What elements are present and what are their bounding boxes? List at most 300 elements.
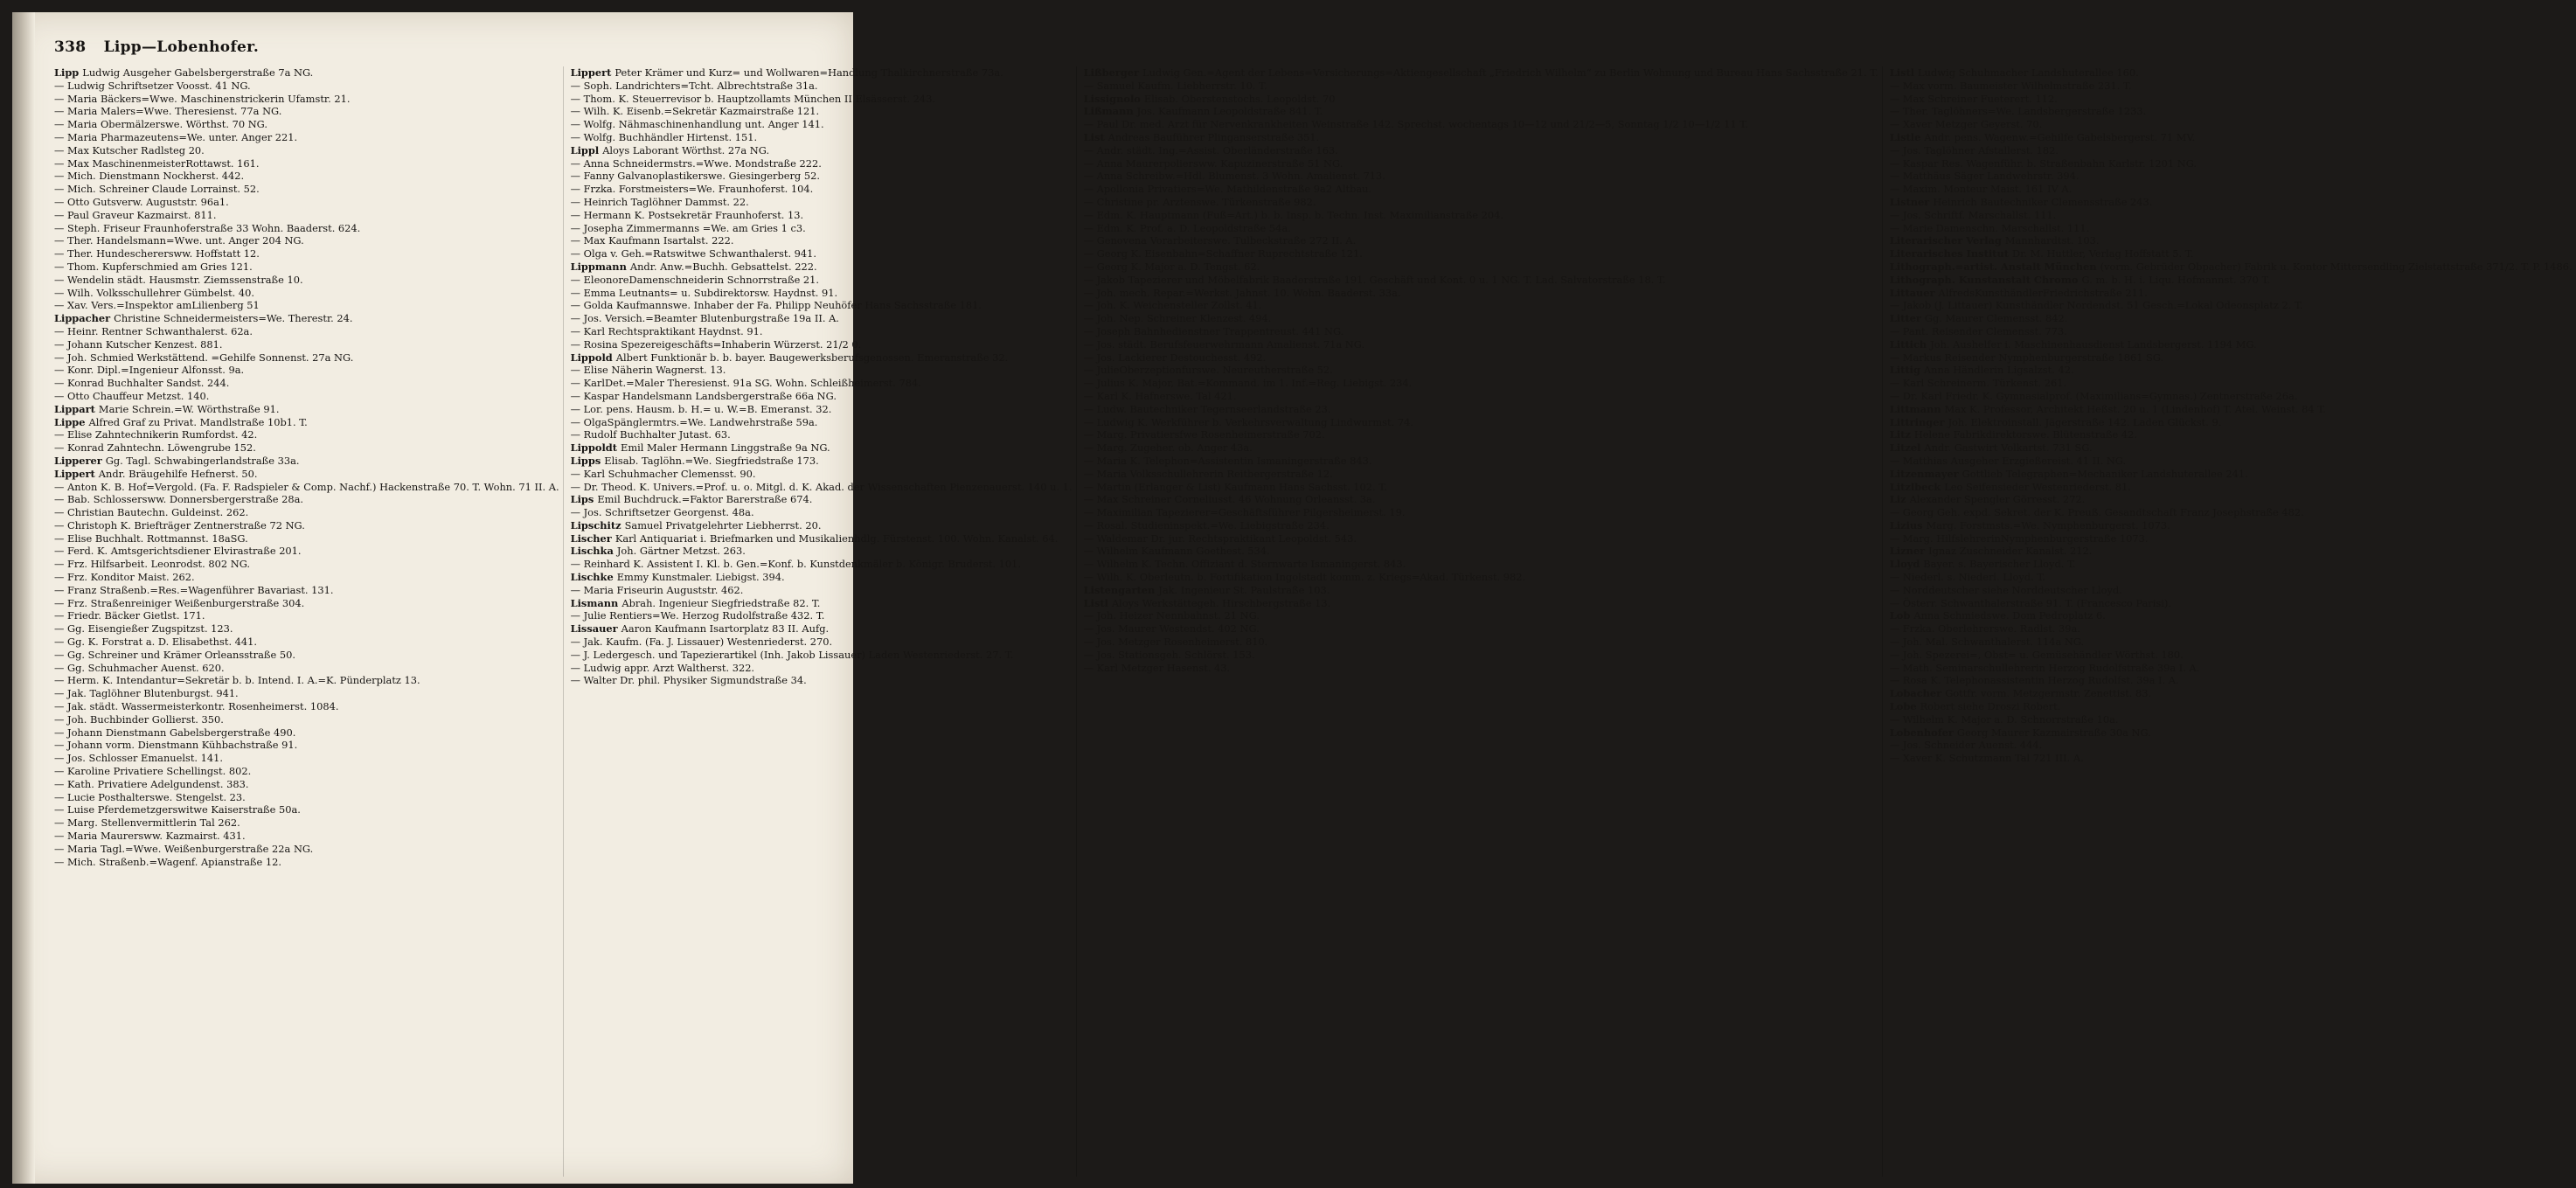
- entry-text: Jak. Ingenieur St. Paulstraße 103.: [1158, 583, 1330, 596]
- directory-entry: [1084, 247, 1878, 261]
- entry-surname: Lissauer: [570, 622, 618, 636]
- directory-entry: [54, 532, 559, 545]
- directory-entry: [1084, 66, 1878, 80]
- directory-entry: [571, 662, 1073, 675]
- entry-text: Mannhardtst. 103.: [2004, 234, 2100, 247]
- directory-entry: [1084, 468, 1878, 481]
- entry-text: Andr. Gastwirt Volkartst. 731 SG.: [1924, 441, 2093, 455]
- entry-text: Gg. Maurer Clemensst. 842.: [1924, 312, 2068, 325]
- directory-entry: [571, 493, 1073, 506]
- directory-entry: [54, 468, 559, 481]
- entry-text: Emmy Kunstmaler. Liebigst. 394.: [616, 571, 785, 584]
- directory-entry: [1084, 377, 1878, 390]
- entry-text: — Frzka. Oberlehrerswe. Radlst. 39a.: [1889, 622, 2080, 636]
- directory-entry: [1084, 118, 1878, 131]
- entry-text: — Christoph K. Briefträger Zentnerstraße 72 NG.: [54, 518, 305, 531]
- entry-text: — Georg K. Eisenbahn=Schaffner Ruprechtstraße 121.: [1083, 247, 1363, 261]
- entry-text: — JulieOberzeptionfurswe. Neureutherstraße 52.: [1083, 364, 1333, 377]
- directory-entry: [1890, 571, 2573, 584]
- entry-text: Ludwig Schuhmacher Landshuterallee 160.: [1918, 66, 2139, 79]
- entry-text: — Jos. Schlosser Emanuelst. 141.: [54, 752, 224, 765]
- directory-entry: [571, 287, 1073, 300]
- entry-text: — Christian Bautechn. Guldeinst. 262.: [54, 506, 249, 519]
- entry-text: — Karl K. Hafnerswe. Tal 421.: [1083, 389, 1237, 402]
- directory-entry: [1084, 493, 1878, 506]
- directory-entry: [571, 247, 1073, 261]
- directory-entry: [571, 196, 1073, 209]
- directory-entry: [54, 351, 559, 365]
- entry-text: — Jos. Maurer Westendst. 402 NG.: [1083, 622, 1260, 636]
- directory-entry: [54, 274, 559, 287]
- entry-text: — Jos. Taglöhner Afstallerst. 182.: [1889, 143, 2059, 156]
- directory-entry: [54, 428, 559, 441]
- directory-entry: [571, 377, 1073, 390]
- entry-text: — Franz Straßenb.=Res.=Wagenführer Bavariast. 131.: [54, 583, 334, 596]
- entry-text: — Johann vorm. Dienstmann Kühbachstraße 91.: [54, 739, 298, 752]
- entry-text: — Ferd. K. Amtsgerichtsdiener Elvirastraße 201.: [54, 545, 302, 558]
- directory-entry: [54, 558, 559, 571]
- entry-text: — Georg K. Major a. D. Tengst. 62.: [1083, 260, 1260, 273]
- directory-entry: [1084, 571, 1878, 584]
- directory-entry: [1890, 299, 2573, 312]
- entry-surname: Lipperer: [54, 454, 102, 467]
- directory-entry: [571, 468, 1073, 481]
- directory-entry: [54, 609, 559, 622]
- directory-entry: [1890, 274, 2573, 287]
- entry-text: — Anna Schreibw.=Hdl. Blumenst. 3 Wohn. Amalienst. 713.: [1083, 170, 1385, 183]
- entry-text: Jos. Kaufmann Leopoldstraße 841. T.: [1136, 105, 1323, 118]
- entry-text: — Rosal. Studieninspekt.=We. Liebigstraße 234.: [1083, 518, 1330, 531]
- directory-entry: [1084, 170, 1878, 183]
- directory-entry: [54, 687, 559, 700]
- entry-surname: Lissignolo: [1083, 92, 1141, 105]
- directory-entry: [1084, 234, 1878, 247]
- directory-entry: [571, 390, 1073, 403]
- entry-surname: Lipps: [570, 454, 601, 467]
- entry-text: — Ludwig K. Werkführer b. Verkehrsverwaltung Lindwurmst. 74.: [1083, 415, 1413, 428]
- entry-text: — Wendelin städt. Hausmstr. Ziemssenstraße 10.: [54, 273, 303, 286]
- directory-entry: [54, 803, 559, 816]
- entry-text: — Paul Graveur Kazmairst. 811.: [54, 208, 217, 221]
- directory-entry: [1084, 403, 1878, 416]
- directory-entry: [54, 765, 559, 778]
- directory-entry: [1084, 609, 1878, 622]
- entry-text: — Olga v. Geh.=Ratswitwe Schwanthalerst. 941.: [570, 247, 817, 261]
- entry-text: — Otto Chauffeur Metzst. 140.: [54, 389, 210, 402]
- entry-surname: Lischka: [570, 545, 614, 558]
- entry-text: Marg. Forstmsts.=We. Nymphenburgerst. 1073.: [1926, 518, 2170, 531]
- directory-entry: [1890, 351, 2573, 365]
- entry-text: — Joh. Nep. Schreiner Klenzest. 494.: [1083, 312, 1272, 325]
- entry-text: — Georg Geh. expd. Sekret. der K. Preuß. Gesandtschaft Franz Josephstraße 482.: [1889, 506, 2304, 519]
- directory-entry: [54, 856, 559, 869]
- directory-entry: [1084, 428, 1878, 441]
- entry-text: — Maria Pharmazeutens=We. unter. Anger 221.: [54, 130, 298, 143]
- directory-entry: [1890, 234, 2573, 247]
- entry-text: Bayer. s. Bayerischer Lloyd. T.: [1923, 558, 2076, 571]
- directory-entry: [571, 455, 1073, 468]
- entry-text: — Walter Dr. phil. Physiker Sigmundstraße 34.: [570, 674, 807, 687]
- entry-text: — KarlDet.=Maler Theresienst. 91a SG. Wohn. Schleißheimerst. 784.: [570, 377, 921, 390]
- entry-text: — Rudolf Buchhalter Jutast. 63.: [570, 428, 731, 441]
- entry-text: — Jakob Tapezierer und Möbelfabrik Baaderstraße 191. Geschäft und Kont. 0 u. 1 NG. T. Lad. Salvatorstraße 18. T.: [1083, 273, 1666, 286]
- directory-entry: [1890, 493, 2573, 506]
- entry-text: — Karl Rechtspraktikant Haydnst. 91.: [570, 324, 763, 337]
- entry-text: — Samuel Kaufm. Liebherrstr. 10. T.: [1083, 79, 1267, 92]
- directory-entry: [1890, 428, 2573, 441]
- directory-entry: [1084, 649, 1878, 662]
- entry-text: — Gg. Eisengießer Zugspitzst. 123.: [54, 622, 233, 636]
- directory-entry: [1890, 636, 2573, 649]
- directory-entry: [571, 545, 1073, 558]
- entry-text: — Joh. Buchbinder Gollierst. 350.: [54, 712, 224, 726]
- entry-surname: Lippert: [54, 467, 95, 480]
- entry-surname: Litzenmayer: [1889, 467, 1959, 480]
- entry-text: Andr. pens. Wagenw.=Gehilfe Gabelsbergerst. 71 MV.: [1924, 130, 2196, 143]
- entry-text: — Wilhelm K. Major a. D. Schnorrstraße 10a.: [1889, 712, 2119, 726]
- entry-text: — Jos. Schneider Auenst. 444.: [1889, 739, 2043, 752]
- page-number: 338: [54, 38, 87, 56]
- entry-text: — Kaspar Res. Wagenführ. b. Straßenbahn Karlstr. 1201 NG.: [1889, 156, 2198, 170]
- directory-entry: [54, 662, 559, 675]
- directory-entry: [1084, 196, 1878, 209]
- entry-text: — Karl Schuhmacher Clemensst. 90.: [570, 467, 756, 480]
- entry-text: — Frz. Hilfsarbeit. Leonrodst. 802 NG.: [54, 558, 251, 571]
- entry-text: — Maria Obermälzerswe. Wörthst. 70 NG.: [54, 118, 267, 131]
- entry-surname: Lippacher: [54, 312, 111, 325]
- entry-text: — Karl Schreinerm. Türkenst. 261.: [1889, 377, 2067, 390]
- entry-text: Dr. M. Huttler, Verlag Hoffstatt 5. T.: [2012, 247, 2194, 261]
- directory-entry: [1890, 609, 2573, 622]
- directory-entry: [54, 622, 559, 636]
- directory-entry: [54, 455, 559, 468]
- entry-text: Marie Schrein.=W. Wörthstraße 91.: [98, 402, 280, 415]
- entry-text: — Maria Volksschullehrerin Reitbergerstraße 12.: [1083, 467, 1333, 480]
- entry-text: Joh. Elektroinstall. Jägerstraße 142. Laden Glückst. 9.: [1948, 415, 2222, 428]
- directory-column-3: [1084, 66, 1883, 1177]
- entry-text: Christine Schneidermeisters=We. Therestr. 24.: [114, 312, 353, 325]
- directory-entry: [1890, 131, 2573, 144]
- entry-surname: Lismann: [570, 596, 619, 609]
- entry-text: — Kaspar Handelsmann Landsbergerstraße 66a NG.: [570, 389, 837, 402]
- entry-text: — Emma Leutnants= u. Subdirektorsw. Haydnst. 91.: [570, 286, 838, 299]
- directory-entry: [54, 299, 559, 312]
- directory-entry: [1890, 674, 2573, 687]
- entry-surname: Lischke: [570, 571, 614, 584]
- directory-entry: [54, 80, 559, 93]
- entry-text: — Niederl. s. Niederl. Lloyd. T.: [1889, 571, 2045, 584]
- entry-text: — Gg. K. Forstrat a. D. Elisabethst. 441.: [54, 636, 258, 649]
- entry-surname: Liz: [1889, 493, 1906, 506]
- entry-text: — Luise Pferdemetzgerswitwe Kaiserstraße 50a.: [54, 803, 301, 816]
- directory-entry: [1084, 532, 1878, 545]
- entry-text: — Andr. städt. Ing.=Assist. Oberländerstraße 163.: [1083, 143, 1338, 156]
- entry-text: — Frz. Straßenreiniger Weißenburgerstraße 304.: [54, 596, 305, 609]
- entry-text: Joh. Gärtner Metzst. 263.: [616, 545, 746, 558]
- entry-text: — Maria Friseurin Auguststr. 462.: [570, 583, 744, 596]
- directory-entry: [1084, 105, 1878, 118]
- entry-surname: Lippl: [570, 143, 600, 156]
- directory-entry: [1890, 105, 2573, 118]
- directory-entry: [1890, 287, 2573, 300]
- entry-surname: Lobe: [1889, 700, 1917, 713]
- directory-entry: [1084, 545, 1878, 558]
- directory-entry: [54, 312, 559, 325]
- directory-entry: [571, 261, 1073, 274]
- page-header: [54, 38, 823, 61]
- directory-entry: [54, 584, 559, 597]
- directory-entry: [1084, 481, 1878, 494]
- directory-entry: [1084, 93, 1878, 106]
- entry-text: — Christine pr. Arztenswe. Türkenstraße 982.: [1083, 195, 1316, 208]
- entry-text: — Maria K. Telephon=Assistentin Ismaningerstraße 843.: [1083, 454, 1372, 467]
- entry-text: Ignaz Zuschneider Kanalst. 212.: [1928, 545, 2093, 558]
- directory-entry: [571, 532, 1073, 545]
- entry-text: — Ther. Handelsmann=Wwe. unt. Anger 204 NG.: [54, 234, 304, 247]
- entry-surname: Litzlbeck: [1889, 480, 1941, 493]
- entry-text: — Konrad Buchhalter Sandst. 244.: [54, 377, 230, 390]
- directory-entry: [571, 66, 1073, 80]
- directory-entry: [571, 209, 1073, 222]
- directory-entry: [54, 144, 559, 157]
- directory-entry: [1890, 622, 2573, 636]
- directory-entry: [571, 481, 1073, 494]
- directory-entry: [1890, 80, 2573, 93]
- directory-entry: [1084, 312, 1878, 325]
- entry-text: G. m. b. H. i. Liqu. Hofmannst. 370 T.: [2081, 273, 2271, 286]
- entry-surname: Listle: [1889, 130, 1921, 143]
- directory-entry: [54, 364, 559, 377]
- entry-text: Gg. Tagl. Schwabingerlandstraße 33a.: [105, 454, 300, 467]
- entry-text: — Julie Rentiers=We. Herzog Rudolfstraße 432. T.: [570, 609, 825, 622]
- entry-text: — Edm. K. Hauptmann (Fuß=Art.) b. b. Insp. b. Techn. Inst. Maximilianstraße 204.: [1083, 208, 1504, 221]
- directory-entry: [1890, 713, 2573, 726]
- directory-entry: [1084, 364, 1878, 377]
- entry-surname: Lithograph.=artist. Anstalt München: [1889, 260, 2097, 273]
- directory-entry: [54, 739, 559, 752]
- entry-text: — Marie Damenschn. Marschallst. 111.: [1889, 221, 2090, 234]
- directory-entry: [1890, 222, 2573, 235]
- directory-entry: [571, 584, 1073, 597]
- directory-entry: [571, 636, 1073, 649]
- entry-surname: Lloyd: [1889, 558, 1920, 571]
- entry-text: — Ludwig appr. Arzt Waltherst. 322.: [570, 661, 755, 674]
- entry-text: — Kath. Privatiere Adelgundenst. 383.: [54, 777, 249, 790]
- directory-entry: [1890, 416, 2573, 429]
- entry-text: Emil Buchdruck.=Faktor Barerstraße 674.: [597, 493, 813, 506]
- entry-text: — Herm. K. Intendantur=Sekretär b. b. Intend. I. A.=K. Pünderplatz 13.: [54, 674, 420, 687]
- entry-text: — Matthäus Säger Landwehrstr. 394.: [1889, 170, 2080, 183]
- entry-text: — Rosa K. Telephonassistentin Herzog Rudolfst. 39a I. A.: [1889, 674, 2179, 687]
- entry-text: — Jos. städt. Berufsfeuerwehrmann Amalienst. 71a NG.: [1083, 337, 1365, 351]
- directory-entry: [571, 609, 1073, 622]
- directory-entry: [571, 428, 1073, 441]
- entry-text: — Joh. Schmied Werkstättend. =Gehilfe Sonnenst. 27a NG.: [54, 351, 354, 364]
- directory-entry: [54, 674, 559, 687]
- directory-entry: [54, 93, 559, 106]
- directory-entry: [54, 752, 559, 765]
- entry-text: Anna Händlerin Ligsalzst. 42.: [1923, 364, 2074, 377]
- entry-surname: Litz: [1889, 428, 1911, 441]
- directory-entry: [571, 183, 1073, 196]
- entry-text: — Dr. Karl Friedr. K. Gymnasialprof. (Maximilians=Gymnas.) Zentnerstraße 26a.: [1889, 389, 2298, 402]
- entry-surname: Lißberger: [1083, 66, 1140, 79]
- directory-entry: [1890, 752, 2573, 765]
- entry-text: — Heinr. Rentner Schwanthalerst. 62a.: [54, 324, 253, 337]
- entry-text: — Anton K. B. Hof=Vergold. (Fa. F. Radspieler & Comp. Nachf.) Hackenstraße 70. T. Wohn. 71 II. A.: [54, 480, 559, 493]
- entry-text: — Gg. Schuhmacher Auenst. 620.: [54, 661, 225, 674]
- entry-text: Leo Seifensieder Westenriederst. 81.: [1944, 480, 2131, 493]
- entry-text: — Julius K. Major, Bat.=Kommand. im 1. Inf.=Reg. Liebigst. 234.: [1083, 377, 1413, 390]
- entry-text: — Frzka. Forstmeisters=We. Fraunhoferst. 104.: [570, 183, 814, 196]
- directory-entry: [571, 338, 1073, 351]
- directory-entry: [1890, 338, 2573, 351]
- entry-text: — Josepha Zimmermanns =We. am Gries 1 c3.: [570, 221, 806, 234]
- entry-text: — Marg. HilfslehrerinNymphenburgerstraße 1073.: [1889, 531, 2149, 545]
- entry-text: — Jos. Versich.=Beamter Blutenburgstraße 19a II. A.: [570, 312, 839, 325]
- entry-text: — Mich. Straßenb.=Wagenf. Apianstraße 12.: [54, 855, 281, 868]
- entry-text: — Paul Dr. med. Arzt für Nervenkrankheiten Weinstraße 142. Sprechst. wochentags 10—12 und 21/2—5, Sonntag 1/2 10—1/2 11 T.: [1083, 118, 1748, 131]
- entry-text: — Maximilian Tapezierer=Geschäftsführer Pilgersheimerst. 19.: [1083, 506, 1406, 519]
- directory-entry: [54, 441, 559, 455]
- entry-text: — Apollonia Privatiers=We. Mathildenstraße 9a2 Altbau.: [1083, 183, 1372, 196]
- entry-text: — Frz. Konditor Maist. 262.: [54, 571, 195, 584]
- entry-text: Emil Maler Hermann Linggstraße 9a NG.: [621, 441, 830, 455]
- entry-text: Albert Funktionär b. b. bayer. Baugewerksberufsgenossen. Emeranstraße 32.: [615, 351, 1009, 364]
- entry-text: — Xaver K. Schutzmann Tal 721 III. A.: [1889, 752, 2084, 765]
- directory-entry: [1890, 558, 2573, 571]
- entry-text: Peter Krämer und Kurz= und Wollwaren=Handlung Thalkirchnerstraße 73a.: [614, 66, 1003, 79]
- entry-text: Georg Maurer Kazmairstraße 30a NG.: [1956, 726, 2151, 739]
- entry-text: — Lor. pens. Hausm. b. H.= u. W.=B. Emeranst. 32.: [570, 402, 832, 415]
- directory-entry: [54, 118, 559, 131]
- entry-text: — Maria Malers=Wwe. Theresienst. 77a NG.: [54, 105, 282, 118]
- directory-entry: [1890, 118, 2573, 131]
- directory-entry: [54, 416, 559, 429]
- directory-entry: [1084, 183, 1878, 196]
- entry-text: Samuel Privatgelehrter Liebherrst. 20.: [624, 518, 822, 531]
- directory-entry: [571, 234, 1073, 247]
- directory-entry: [571, 416, 1073, 429]
- entry-surname: Lithograph. Kunstanstalt Chromo: [1889, 273, 2079, 286]
- directory-entry: [1084, 519, 1878, 532]
- entry-text: — Joh. Mal. Schwanthalerst. 114a NG.: [1889, 636, 2085, 649]
- directory-entry: [1890, 390, 2573, 403]
- directory-entry: [1084, 390, 1878, 403]
- entry-text: — Wilh. K. Oberleutn. b. Fortifikation Ingolstadt komm. z. Kriegs=Akad. Türkenst. 982.: [1083, 571, 1526, 584]
- directory-entry: [54, 261, 559, 274]
- entry-text: — Max Kutscher Radlsteg 20.: [54, 143, 205, 156]
- entry-text: Aloys Werkstättegeh. Hirschbergstraße 13.: [1111, 596, 1331, 609]
- entry-text: — Jos. Schriftf. Marschallst. 111.: [1889, 208, 2057, 221]
- directory-entry: [1084, 157, 1878, 170]
- entry-text: — Konrad Zahntechn. Löwengrube 152.: [54, 441, 256, 455]
- directory-entry: [1084, 80, 1878, 93]
- directory-entry: [1890, 468, 2573, 481]
- directory-entry: [571, 157, 1073, 170]
- directory-entry: [1890, 662, 2573, 675]
- entry-text: — Johann Kutscher Kenzest. 881.: [54, 337, 223, 351]
- entry-text: — Maria Bäckers=Wwe. Maschinenstrickerin Ufamstr. 21.: [54, 92, 351, 105]
- entry-text: Aaron Kaufmann Isartorplatz 83 II. Aufg.: [621, 622, 830, 636]
- entry-text: — Mich. Dienstmann Nockherst. 442.: [54, 170, 245, 183]
- entry-surname: Lipschitz: [570, 518, 621, 531]
- entry-surname: Lißmann: [1083, 105, 1134, 118]
- entry-text: — Jos. Lackierer Destouchesst. 492.: [1083, 351, 1267, 364]
- directory-entry: [54, 545, 559, 558]
- entry-text: — Maxim. Monteur Maist. 161 IV A.: [1889, 183, 2073, 196]
- entry-surname: Listengarten: [1083, 583, 1156, 596]
- directory-entry: [54, 700, 559, 713]
- page-title: Lipp—Lobenhofer.: [103, 38, 260, 56]
- directory-entry: [571, 118, 1073, 131]
- entry-text: — Rosina Spezereigeschäfts=Inhaberin Würzerst. 21/2 0.: [570, 337, 862, 351]
- directory-entry: [54, 726, 559, 740]
- entry-text: — Max vorm. Baumeister Wilhelmstraße 231. T.: [1889, 79, 2132, 92]
- entry-text: — Hermann K. Postsekretär Fraunhoferst. 13.: [570, 208, 804, 221]
- entry-surname: Listl: [1889, 66, 1915, 79]
- entry-text: — Wolfg. Nähmaschinenhandlung unt. Anger 141.: [570, 118, 824, 131]
- entry-text: — Maria Maurersww. Kazmairst. 431.: [54, 830, 246, 843]
- directory-entry: [571, 312, 1073, 325]
- entry-text: — Ther. Taglöhners=We. Landsbergerstraße 1233.: [1889, 105, 2147, 118]
- directory-entry: [1890, 739, 2573, 752]
- entry-text: — Wilhelm Kaufmann Goethest. 534.: [1083, 545, 1270, 558]
- directory-entry: [1890, 726, 2573, 740]
- directory-entry: [1084, 209, 1878, 222]
- directory-entry: [54, 247, 559, 261]
- entry-text: — Waldemar Dr. jur. Rechtspraktikant Leopoldst. 543.: [1083, 531, 1357, 545]
- directory-entry: [571, 131, 1073, 144]
- entry-surname: Littmann: [1889, 402, 1941, 415]
- directory-entry: [1890, 649, 2573, 662]
- entry-text: — Dr. Theod. K. Univers.=Prof. u. o. Mitgl. d. K. Akad. der Wissenschaften Pienzenauerst. 140 u. 1.: [570, 480, 1073, 493]
- entry-text: Joh. Aushelfer i. Maschinenhausdienst Landsbergerst. 1194 MG.: [1930, 337, 2257, 351]
- entry-text: — Marg. Stellenvermittlerin Tal 262.: [54, 816, 240, 830]
- entry-text: — Wilh. K. Eisenb.=Sekretär Kazmairstraße 121.: [570, 105, 820, 118]
- entry-text: — Wilhelm K. Techn. Offiziant d. Sternwarte Ismaningerst. 843.: [1083, 558, 1406, 571]
- entry-text: Alexander Spengler Görresst. 272.: [1909, 493, 2086, 506]
- entry-text: — Joh. Spezerei=, Obst= u. Gemüsehändler Wörthst. 180.: [1889, 648, 2184, 661]
- directory-entry: [54, 636, 559, 649]
- entry-surname: Lizius: [1889, 518, 1923, 531]
- directory-entry: [1890, 364, 2573, 377]
- entry-text: Gottfr. vorm. Metzgermstr. Zenettist. 83.: [1945, 687, 2152, 700]
- directory-entry: [571, 506, 1073, 519]
- entry-text: Helene Fabrikdirektorswe. Blütenstraße 42.: [1913, 428, 2138, 441]
- entry-text: — Max Schreiner Corneliusst. 46 Wohnung Orleansst. 3a.: [1083, 493, 1376, 506]
- directory-entry: [1084, 455, 1878, 468]
- entry-text: — Wilh. Volksschullehrer Gümbelst. 40.: [54, 286, 255, 299]
- directory-column-2: [571, 66, 1077, 1177]
- entry-text: — Karl Metzger Hasenst. 43.: [1083, 661, 1231, 674]
- entry-text: — Ther. Hundescherersww. Hoffstatt 12.: [54, 247, 260, 261]
- entry-text: — OlgaSpänglermtrs.=We. Landwehrstraße 59a.: [570, 415, 818, 428]
- entry-text: Gottlieb Telegraphen=Mechaniker Landshuterallee 241.: [1962, 467, 2248, 480]
- directory-entry: [571, 222, 1073, 235]
- entry-surname: Lippmann: [570, 260, 627, 273]
- entry-text: — Edm. K. Prof. a. D. Leopoldstraße 54a.: [1083, 221, 1291, 234]
- entry-surname: Lippoldt: [570, 441, 618, 455]
- directory-entry: [54, 519, 559, 532]
- entry-text: — Jakob (J. Littauer) Kunsthändler Nordendst. 51 Gesch.=Lokal Odeonsplatz 2. T.: [1889, 299, 2303, 312]
- directory-entry: [1084, 274, 1878, 287]
- directory-entry: [54, 66, 559, 80]
- entry-text: — J. Ledergesch. und Tapezierartikel (Inh. Jakob Lissauer) Laden Westenriederst. 27. T.: [570, 648, 1014, 661]
- directory-entry: [1890, 377, 2573, 390]
- directory-entry: [571, 674, 1073, 687]
- entry-text: — Friedr. Bäcker Gietlst. 171.: [54, 609, 205, 622]
